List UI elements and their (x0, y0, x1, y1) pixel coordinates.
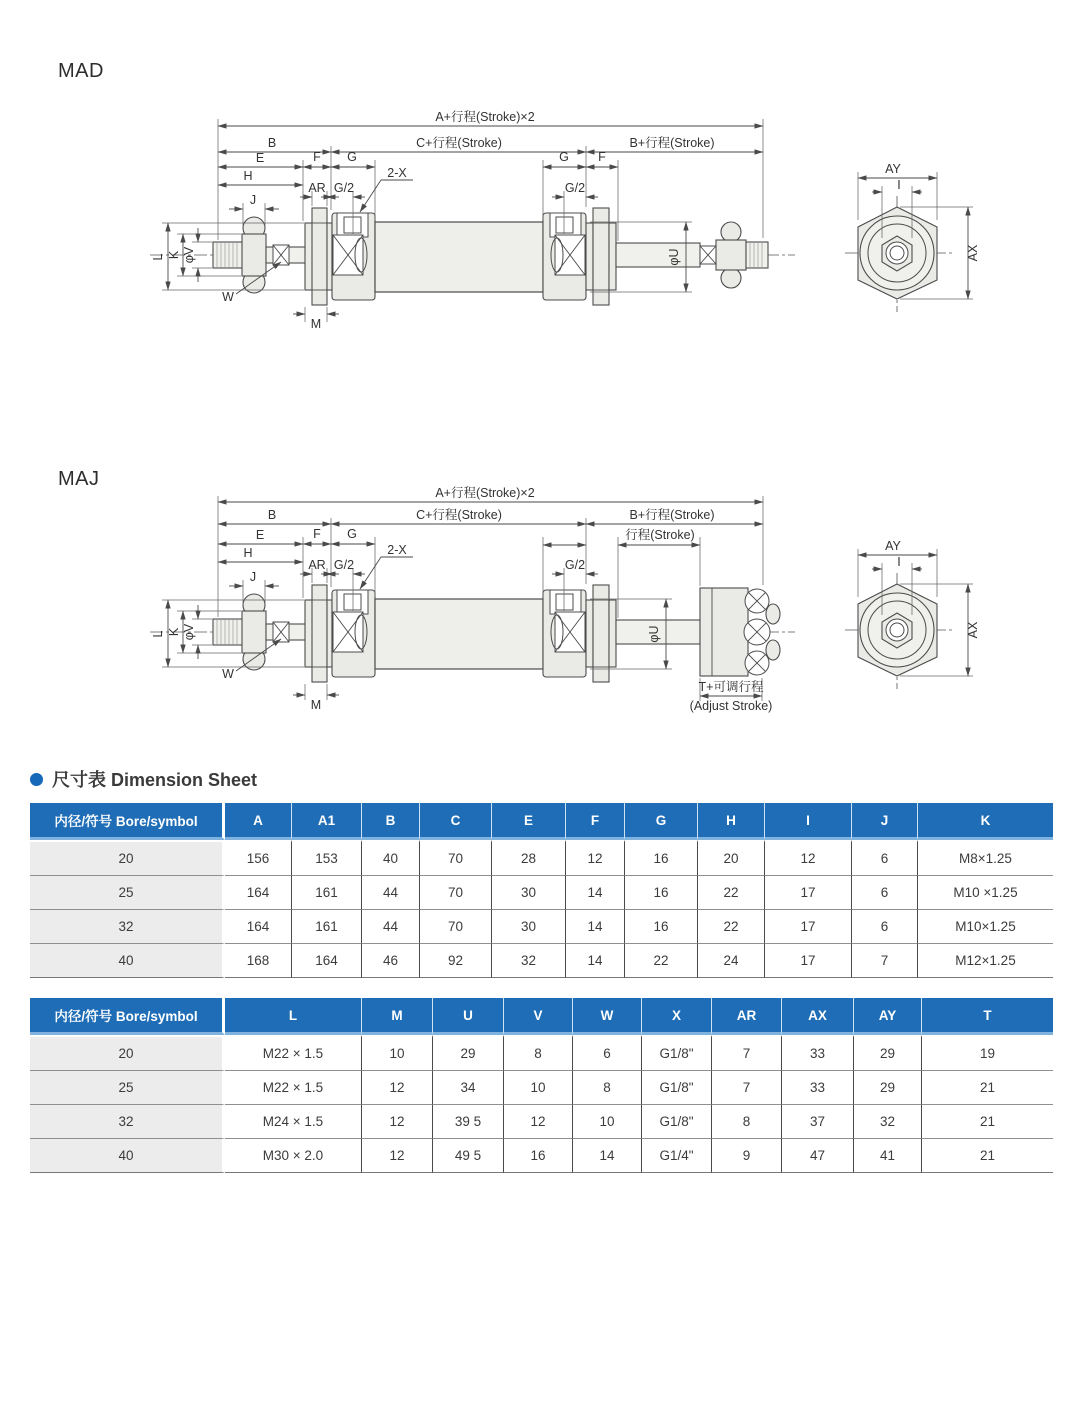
dimension-value-cell: 9 (712, 1139, 782, 1173)
dimension-value-cell: 32 (492, 944, 566, 978)
dimension-value-cell: 30 (492, 876, 566, 910)
dimension-column-header: B (362, 803, 420, 840)
dim-label-g-half: G/2 (333, 181, 355, 195)
dimension-value-cell: 24 (698, 944, 765, 978)
dimension-value-cell: 28 (492, 840, 566, 876)
dim-label-w: W (222, 290, 234, 304)
dimension-column-header: J (852, 803, 918, 840)
dim-label-i: I (897, 555, 901, 569)
dimension-value-cell: G1/8" (642, 1071, 712, 1105)
dimension-value-cell: 22 (698, 876, 765, 910)
dimension-row (30, 876, 1053, 910)
dimension-table-1 (30, 803, 1053, 978)
dimension-value-cell: G1/8" (642, 1105, 712, 1139)
dim-label-c-stroke: C+行程(Stroke) (416, 136, 502, 150)
dimension-column-header: E (492, 803, 566, 840)
dim-label-f: F (313, 150, 321, 164)
dim-label-g-half-right: G/2 (564, 181, 586, 195)
dim-label-e: E (255, 151, 265, 165)
dim-label-g-right: G (559, 150, 569, 164)
dimension-value-cell: 29 (854, 1035, 922, 1071)
bore-symbol-header: 内径/符号 Bore/symbol (30, 803, 225, 840)
dim-label-b: B (267, 136, 277, 150)
dim-label-h: H (243, 169, 253, 183)
dimension-value-cell: M10 ×1.25 (918, 876, 1053, 910)
dim-label-phi-u: φU (667, 248, 681, 266)
dim-label-2x: 2-X (387, 543, 407, 557)
dimension-value-cell: 14 (566, 944, 625, 978)
bore-size-cell: 32 (30, 1105, 225, 1139)
dim-label-c-stroke: C+行程(Stroke) (416, 508, 502, 522)
dim-label-ax: AX (966, 244, 980, 262)
maj-hex-end-view (845, 539, 980, 689)
mad-diagram (140, 95, 1080, 405)
dim-label-f: F (313, 527, 321, 541)
dimension-value-cell: 12 (362, 1105, 433, 1139)
maj-model-title: MAJ (58, 468, 100, 490)
dimension-value-cell: 22 (625, 944, 698, 978)
dimension-column-header: K (918, 803, 1053, 840)
bore-size-cell: 40 (30, 944, 225, 978)
dimension-value-cell: 7 (712, 1035, 782, 1071)
dimension-value-cell: 8 (504, 1035, 573, 1071)
dimension-value-cell: 41 (854, 1139, 922, 1173)
dimension-value-cell: 153 (292, 840, 362, 876)
dimension-value-cell: 164 (225, 876, 292, 910)
section-title: 尺寸表 Dimension Sheet (52, 770, 258, 790)
dimension-column-header: M (362, 998, 433, 1035)
dim-label-g-half-right: G/2 (564, 558, 586, 572)
dimension-value-cell: 6 (573, 1035, 642, 1071)
rod-end-nut (242, 234, 266, 276)
dimension-value-cell: 17 (765, 910, 852, 944)
mad-dimensions (151, 110, 763, 331)
dimension-value-cell: 10 (362, 1035, 433, 1071)
dimension-value-cell: 12 (504, 1105, 573, 1139)
dimension-value-cell: 30 (492, 910, 566, 944)
dim-label-ax: AX (966, 621, 980, 639)
dim-label-j: J (249, 193, 257, 207)
bore-size-cell: 32 (30, 910, 225, 944)
dimension-value-cell: 16 (625, 910, 698, 944)
dim-label-f-right: F (598, 150, 606, 164)
dimension-column-header: I (765, 803, 852, 840)
dimension-column-header: W (573, 998, 642, 1035)
mad-side-view (150, 208, 795, 305)
dim-label-g-half: G/2 (333, 558, 355, 572)
dimension-value-cell: 8 (573, 1071, 642, 1105)
dimension-value-cell: 70 (420, 876, 492, 910)
dimension-value-cell: G1/4" (642, 1139, 712, 1173)
dimension-row (30, 1105, 1053, 1139)
dimension-value-cell: 12 (362, 1071, 433, 1105)
dimension-value-cell: 14 (566, 876, 625, 910)
dimension-value-cell: 70 (420, 840, 492, 876)
dimension-value-cell: 156 (225, 840, 292, 876)
dimension-row (30, 944, 1053, 978)
dimension-value-cell: 46 (362, 944, 420, 978)
dimension-column-header: C (420, 803, 492, 840)
table-header-row (30, 803, 1053, 840)
bore-size-cell: 25 (30, 1071, 225, 1105)
dimension-value-cell: 39 5 (433, 1105, 504, 1139)
dim-label-m: M (310, 698, 322, 712)
dim-label-adjust-en: (Adjust Stroke) (689, 699, 773, 713)
dim-label-k: K (167, 250, 181, 260)
dim-label-e: E (255, 528, 265, 542)
dimension-value-cell: 16 (625, 840, 698, 876)
dimension-value-cell: 12 (566, 840, 625, 876)
maj-diagram (140, 480, 1080, 730)
dim-label-phi-v: φV (182, 623, 196, 641)
dim-label-i: I (897, 178, 901, 192)
dimension-column-header: L (225, 998, 362, 1035)
dimension-value-cell: 17 (765, 944, 852, 978)
dim-label-l: L (151, 630, 165, 638)
dimension-column-header: G (625, 803, 698, 840)
dimension-value-cell: 14 (566, 910, 625, 944)
dimension-value-cell: 10 (504, 1071, 573, 1105)
dim-label-b-stroke: B+行程(Stroke) (629, 136, 715, 150)
dim-label-m: M (310, 317, 322, 331)
dimension-value-cell: 17 (765, 876, 852, 910)
dimension-column-header: AY (854, 998, 922, 1035)
dimension-value-cell: 164 (225, 910, 292, 944)
dim-label-a-total: A+行程(Stroke)×2 (435, 486, 535, 500)
dimension-column-header: V (504, 998, 573, 1035)
dimension-value-cell: 34 (433, 1071, 504, 1105)
dimension-value-cell: 12 (765, 840, 852, 876)
bore-size-cell: 20 (30, 840, 225, 876)
dimension-value-cell: 164 (292, 944, 362, 978)
dimension-value-cell: 14 (573, 1139, 642, 1173)
dimension-value-cell: 8 (712, 1105, 782, 1139)
dimension-value-cell: 70 (420, 910, 492, 944)
maj-side-view (150, 585, 795, 682)
dim-label-j: J (249, 570, 257, 584)
dim-label-ar: AR (308, 181, 326, 195)
dimension-value-cell: 168 (225, 944, 292, 978)
dimension-value-cell: 37 (782, 1105, 854, 1139)
dimension-column-header: AR (712, 998, 782, 1035)
dimension-column-header: A (225, 803, 292, 840)
dim-label-g: G (347, 150, 357, 164)
dim-label-h: H (243, 546, 253, 560)
dimension-value-cell: 40 (362, 840, 420, 876)
dimension-value-cell: G1/8" (642, 1035, 712, 1071)
table-header-row (30, 998, 1053, 1035)
dimension-value-cell: M12×1.25 (918, 944, 1053, 978)
dim-label-a-total: A+行程(Stroke)×2 (435, 110, 535, 124)
dimension-value-cell: 7 (852, 944, 918, 978)
dim-label-phi-u: φU (647, 625, 661, 643)
dimension-value-cell: 32 (854, 1105, 922, 1139)
dimension-value-cell: 6 (852, 840, 918, 876)
dimension-value-cell: 92 (420, 944, 492, 978)
dim-label-k: K (167, 627, 181, 637)
dimension-value-cell: M30 × 2.0 (225, 1139, 362, 1173)
dimension-value-cell: M22 × 1.5 (225, 1035, 362, 1071)
dimension-value-cell: M22 × 1.5 (225, 1071, 362, 1105)
dim-label-ay: AY (885, 162, 901, 176)
dimension-value-cell: 33 (782, 1071, 854, 1105)
dimension-column-header: H (698, 803, 765, 840)
dimension-value-cell: M8×1.25 (918, 840, 1053, 876)
dimension-value-cell: 29 (854, 1071, 922, 1105)
dimension-value-cell: 6 (852, 876, 918, 910)
dim-label-g: G (347, 527, 357, 541)
dimension-row (30, 1139, 1053, 1173)
dim-label-ay: AY (885, 539, 901, 553)
dim-label-b-stroke: B+行程(Stroke) (629, 508, 715, 522)
mad-hex-end-view (845, 162, 980, 312)
dimension-value-cell: 10 (573, 1105, 642, 1139)
dimension-column-header: AX (782, 998, 854, 1035)
dimension-row (30, 910, 1053, 944)
dimension-value-cell: 44 (362, 876, 420, 910)
dimension-value-cell: 7 (712, 1071, 782, 1105)
dim-label-w: W (222, 667, 234, 681)
dimension-value-cell: 29 (433, 1035, 504, 1071)
dimension-value-cell: 161 (292, 876, 362, 910)
dimension-value-cell: 6 (852, 910, 918, 944)
bore-size-cell: 25 (30, 876, 225, 910)
bore-size-cell: 20 (30, 1035, 225, 1071)
dimension-value-cell: 21 (922, 1071, 1053, 1105)
dimension-value-cell: 49 5 (433, 1139, 504, 1173)
rod-end-nut (242, 611, 266, 653)
dimension-column-header: U (433, 998, 504, 1035)
dimension-value-cell: 16 (504, 1139, 573, 1173)
rod-end-nut-right (716, 240, 746, 270)
dim-label-ar: AR (308, 558, 326, 572)
dimension-value-cell: 21 (922, 1139, 1053, 1173)
dim-label-b: B (267, 508, 277, 522)
dimension-column-header: F (566, 803, 625, 840)
bore-size-cell: 40 (30, 1139, 225, 1173)
dimension-value-cell: M10×1.25 (918, 910, 1053, 944)
dimension-column-header: A1 (292, 803, 362, 840)
mad-model-title: MAD (58, 60, 104, 82)
bullet-icon (30, 773, 43, 786)
piston-rod-right (616, 243, 700, 267)
dimension-value-cell: 47 (782, 1139, 854, 1173)
dimension-table-2 (30, 998, 1053, 1173)
dimension-column-header: X (642, 998, 712, 1035)
bore-symbol-header: 内径/符号 Bore/symbol (30, 998, 225, 1035)
dimension-sheet-heading (30, 766, 257, 792)
cylinder-body (375, 599, 543, 669)
dimension-value-cell: 21 (922, 1105, 1053, 1139)
dimension-row (30, 840, 1053, 876)
dimension-value-cell: 22 (698, 910, 765, 944)
dimension-value-cell: 20 (698, 840, 765, 876)
dimension-value-cell: 33 (782, 1035, 854, 1071)
dimension-value-cell: M24 × 1.5 (225, 1105, 362, 1139)
dimension-value-cell: 44 (362, 910, 420, 944)
adjust-stroke-block (700, 588, 748, 676)
dimension-value-cell: 19 (922, 1035, 1053, 1071)
cylinder-body (375, 222, 543, 292)
dim-label-2x: 2-X (387, 166, 407, 180)
dim-label-stroke: 行程(Stroke) (625, 528, 695, 542)
dimension-value-cell: 16 (625, 876, 698, 910)
dimension-value-cell: 12 (362, 1139, 433, 1173)
dim-label-l: L (151, 253, 165, 261)
dimension-value-cell: 161 (292, 910, 362, 944)
dimension-row (30, 1035, 1053, 1071)
dim-label-phi-v: φV (182, 246, 196, 264)
dim-label-adjust-cn: T+可调行程 (698, 680, 764, 694)
dimension-row (30, 1071, 1053, 1105)
dimension-column-header: T (922, 998, 1053, 1035)
